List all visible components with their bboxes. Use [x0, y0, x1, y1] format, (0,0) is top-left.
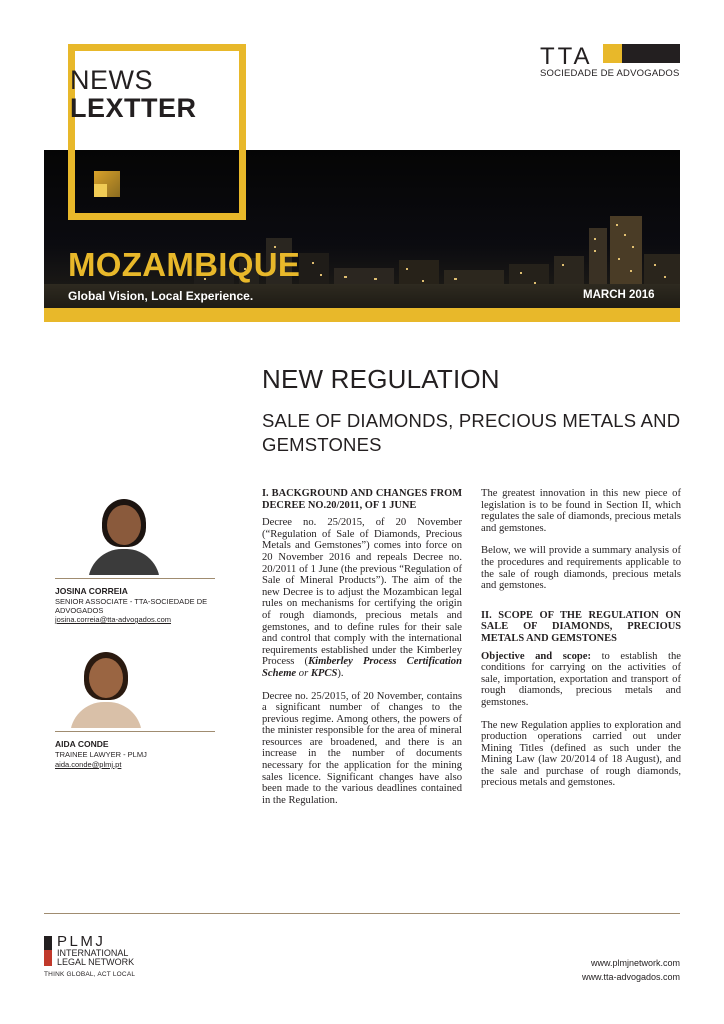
plmj-website-link[interactable]: www.plmjnetwork.com [590, 958, 680, 968]
article-column-1 [262, 488, 462, 817]
person-divider [55, 731, 215, 732]
person-email-link[interactable]: aida.conde@plmj.pt [55, 760, 122, 769]
person-role: SENIOR ASSOCIATE - TTA-SOCIEDADE DE ADVOGADOS [55, 597, 208, 615]
josina-correia-photo [88, 497, 160, 575]
tta-logo: TTA [540, 43, 593, 70]
plmj-logo: PLMJ [57, 933, 106, 950]
section-heading: I. BACKGROUND AND CHANGES FROM DECREE NO.20/2011, OF 1 JUNE [262, 488, 462, 511]
person-role: TRAINEE LAWYER - PLMJ [55, 750, 147, 759]
person-email-link[interactable]: josina.correia@tta-advogados.com [55, 615, 172, 624]
person-divider [55, 578, 215, 579]
paragraph: Decree no. 25/2015, of 20 November, contains a significant number of changes to the previous regime. Among others, the powers of the minister responsible for the area of mineral resources are broadened, and there is an increase in the number of documents necessary for the application for the mining sales licence. Significant changes have also been made to the various deadlines contained in the Regulation. [262, 690, 462, 806]
gold-square-inner-graphic [94, 184, 107, 197]
paragraph: The greatest innovation in this new piece of legislation is to be found in Section II, which regulates the sale of diamonds, precious metals and gemstones. [481, 488, 681, 534]
page-subtitle: SALE OF DIAMONDS, PRECIOUS METALS AND GEMSTONES [262, 410, 681, 455]
paragraph: Below, we will provide a summary analysis of the procedures and requirements applicable to the sale of rough diamonds, precious metals and gemstones. [481, 545, 681, 592]
footer-divider [44, 913, 680, 914]
paragraph: The new Regulation applies to exploration and production operations carried out under Mining Titles (defined as such under the Mining Law (law 20/2014 of 18 August), and the sale and purchase of rough diamonds, precious metals and gemstones. [481, 719, 681, 789]
tta-logo-black-mark [622, 44, 680, 63]
paragraph: Objective and scope: to establish the conditions for carrying on the activities of sale, importation, exportation and transport of rough diamonds, precious metals and gemstones. [481, 650, 682, 708]
tta-subtitle: SOCIEDADE DE ADVOGADOS [540, 68, 680, 79]
newsletter-title [70, 66, 197, 122]
article-column-2 [481, 488, 681, 800]
tagline: Global Vision, Local Experience. [68, 289, 254, 303]
plmj-network-label: INTERNATIONAL LEGAL NETWORK [57, 948, 135, 967]
country-title: MOZAMBIQUE [68, 246, 301, 283]
plmj-slogan: THINK GLOBAL, ACT LOCAL [44, 971, 136, 978]
tta-website-link[interactable]: www.tta-advogados.com [581, 972, 680, 982]
plmj-logo-red-mark [44, 950, 52, 966]
paragraph: Decree no. 25/2015, of 20 November (“Regulation of Sale of Diamonds, Precious Metals and Gemstones”) comes into force on 20 November 2016 and repeals Decree no. 20/2011 of 1 June (the previous “Regulation of Sale of Mineral Products”). The aim of the new Decree is to adjust the Mozambican legal rules on mechanisms for certifying the origin of rough diamonds, precious metals and gemstones, and to define rules for their sale and control that comply with the international requirements established under the Kimberley Process (Kimberley Process Certification Scheme or KPCS). [262, 517, 462, 679]
section-heading: II. SCOPE OF THE REGULATION ON SALE OF DIAMONDS, PRECIOUS METALS AND GEMSTONES [481, 609, 681, 644]
person-name: JOSINA CORREIA [55, 586, 128, 596]
lextter-line: LEXTTER [70, 93, 197, 123]
person-name: AIDA CONDE [55, 739, 109, 749]
news-line: NEWS [70, 65, 153, 95]
gold-bottom-bar [44, 308, 680, 322]
issue-date: MARCH 2016 [583, 289, 655, 301]
page-title: NEW REGULATION [262, 364, 500, 394]
tta-logo-gold-mark [603, 44, 622, 63]
aida-conde-photo [70, 650, 142, 728]
